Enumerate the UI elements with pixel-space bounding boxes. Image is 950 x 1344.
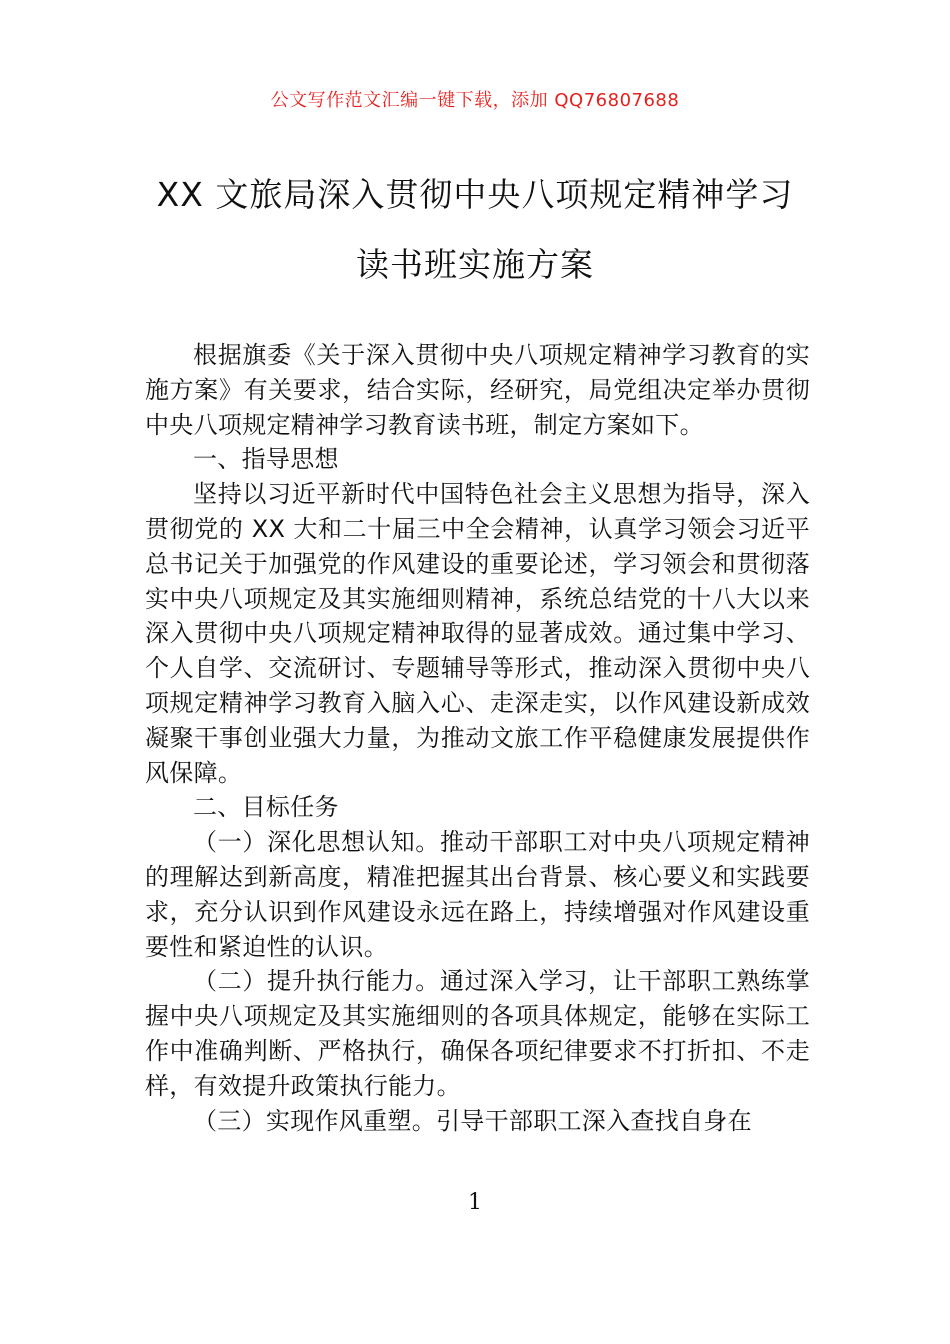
- intro-paragraph: 根据旗委《关于深入贯彻中央八项规定精神学习教育的实施方案》有关要求，结合实际，经研究，局党组决定举办贯彻中央八项规定精神学习教育读书班，制定方案如下。: [145, 341, 810, 439]
- document-title-line-1: XX 文旅局深入贯彻中央八项规定精神学习: [156, 175, 794, 214]
- document-body: [145, 338, 810, 1138]
- goal-paragraph-2: （二）提升执行能力。通过深入学习，让干部职工熟练掌握中央八项规定及其实施细则的各项具体规定，能够在实际工作中准确判断、严格执行，确保各项纪律要求不打折扣、不走样，有效提升政策执行能力。: [145, 967, 810, 1100]
- goal-paragraph-1: （一）深化思想认知。推动干部职工对中央八项规定精神的理解达到新高度，精准把握其出台背景、核心要义和实践要求，充分认识到作风建设永远在路上，持续增强对作风建设重要性和紧迫性的认识。: [145, 828, 810, 961]
- page-number: 1: [468, 1190, 482, 1215]
- section-heading-goals-tasks: 二、目标任务: [193, 793, 339, 822]
- guiding-ideology-paragraph: 坚持以习近平新时代中国特色社会主义思想为指导，深入贯彻党的 XX 大和二十届三中全会精神，认真学习领会习近平总书记关于加强党的作风建设的重要论述，学习领会和贯彻落实中央八项规定及其实施细则精神，系统总结党的十八大以来深入贯彻中央八项规定精神取得的显著成效。通过集中学习、个人自学、交流研讨、专题辅导等形式，推动深入贯彻中央八项规定精神学习教育入脑入心、走深走实，以作风建设新成效凝聚干事创业强大力量，为推动文旅工作平稳健康发展提供作风保障。: [145, 480, 810, 787]
- goal-paragraph-3: （三）实现作风重塑。引导干部职工深入查找自身在: [193, 1106, 752, 1135]
- section-heading-guiding-ideology: 一、指导思想: [193, 445, 339, 474]
- download-banner: 公文写作范文汇编一键下载，添加 QQ76807688: [270, 90, 680, 111]
- document-title-line-2: 读书班实施方案: [356, 245, 594, 284]
